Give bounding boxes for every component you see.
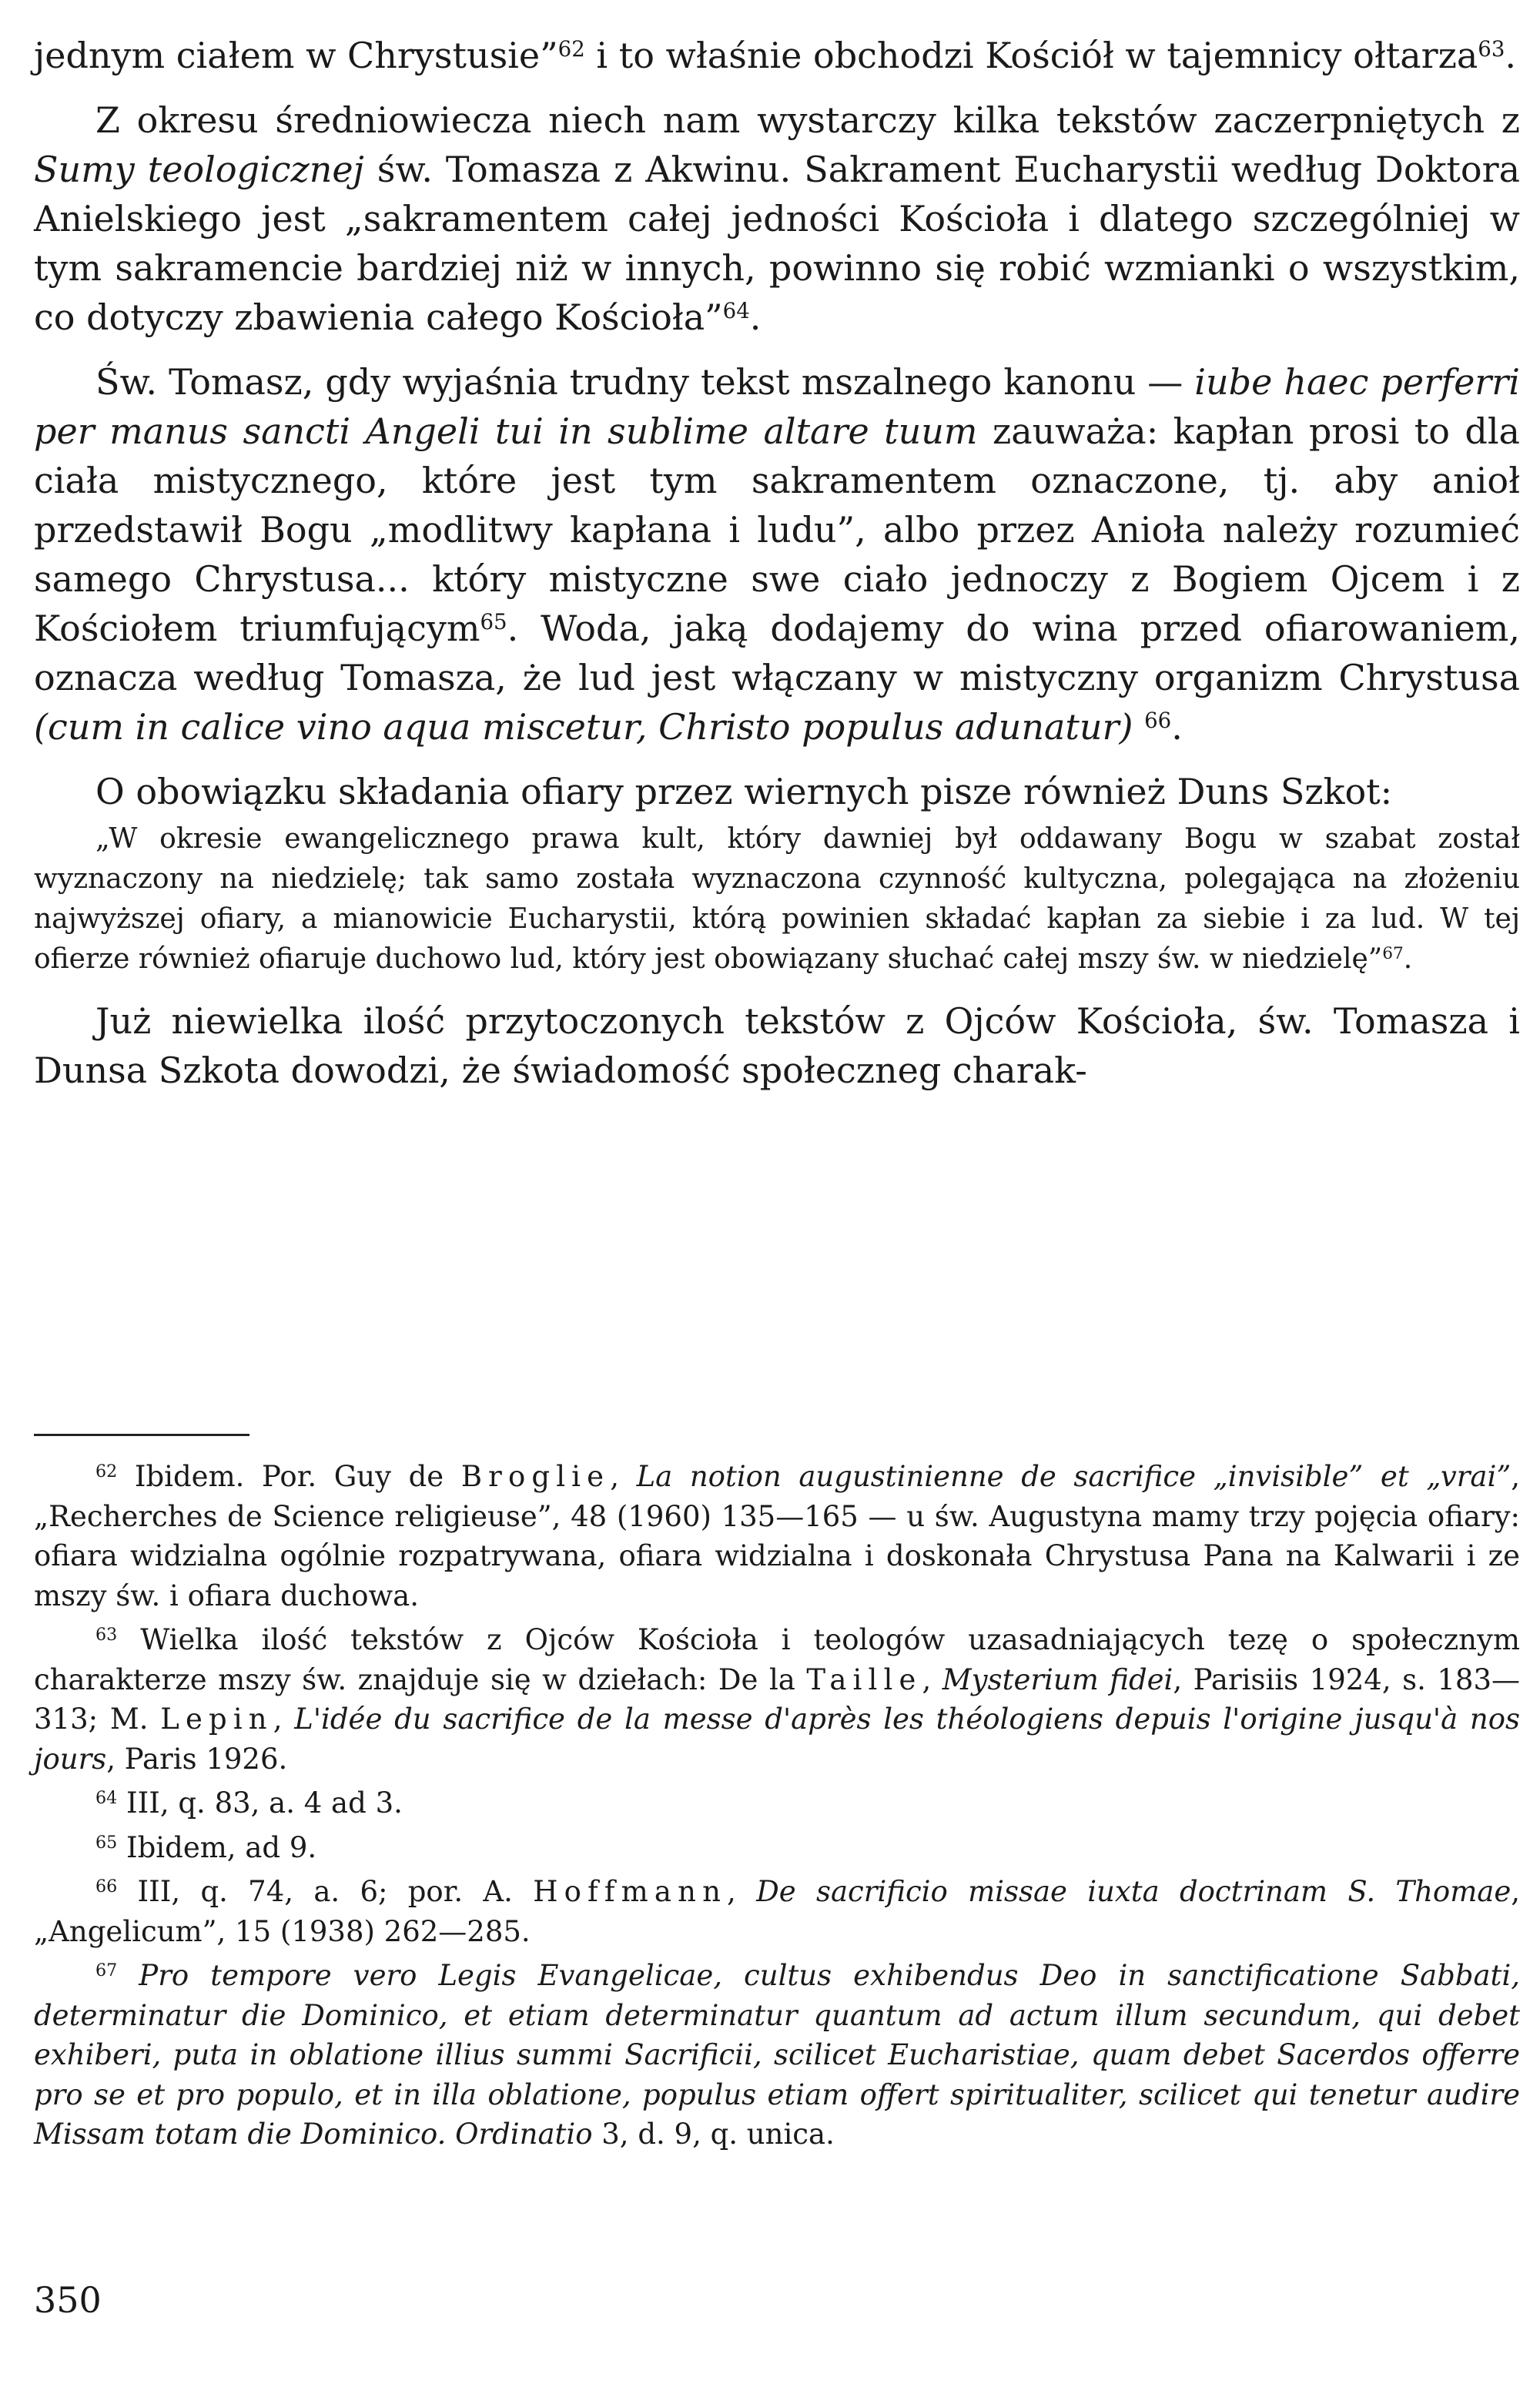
text-run: , [610,1460,637,1493]
footnote-separator [34,1434,249,1436]
author-name: Taille [806,1662,922,1696]
work-title: La notion augustinienne de sacrifice „invisible” et „vrai” [636,1460,1512,1493]
latin-quote: iube haec perferri per manus sancti Angeli tui in sublime altare tuum [34,361,1520,452]
text-run: Z okresu średniowiecza niech nam wystarczy kilka tekstów zaczerpniętych z [95,99,1520,141]
text-run: Św. Tomasz, gdy wyjaśnia trudny tekst mszalnego kanonu — [95,361,1195,403]
footnote-62 [34,1457,1520,1616]
text-run: , [273,1703,295,1736]
text-run: III, q. 83, a. 4 ad 3. [117,1786,403,1820]
italic-title: Sumy teologicznej [34,149,364,190]
text-run: . [1171,706,1183,748]
text-run: Ibidem, ad 9. [117,1830,317,1864]
text-run [1133,706,1144,748]
work-title: De sacrificio missae iuxta doctrinam S. Thomae [756,1875,1512,1908]
footnote-number: 64 [95,1787,118,1808]
text-run: Wielka ilość tekstów z Ojców Kościoła i teologów uzasadniających tezę o społecznym charakterze mszy św. znajduje się w dziełach: De la [34,1623,1520,1696]
footnote-ref: 66 [1144,707,1172,733]
text-run: zauważa: kapłan prosi to dla ciała mistycznego, które jest tym sakramentem oznaczone, tj. aby anioł przedstawił Bogu „modlitwy kapłana i ludu”, albo przez Anioła należy rozumieć samego Chrystusa... który mistyczne swe ciało jednoczy z Bogiem Ojcem i z Kościołem triumfującym [34,410,1520,649]
text-run: , [922,1662,942,1696]
text-run: , Paris 1926. [106,1742,288,1776]
paragraph-4: O obowiązku składania ofiary przez wiernych pisze również Duns Szkot: [95,771,1393,812]
block-quote [34,819,1520,979]
page-number: 350 [34,2279,102,2321]
footnote-number: 65 [95,1832,118,1853]
work-title: Mysterium fidei [942,1662,1173,1696]
footnote-number: 66 [95,1876,118,1897]
text-run: . [1505,35,1517,76]
text-run: i to właśnie obchodzi Kościół w tajemnicy ołtarza [584,35,1478,76]
author-name: Broglie [460,1460,611,1493]
text-run: „W okresie ewangelicznego prawa kult, który dawniej był oddawany Bogu w szabat został wyznaczony na niedzielę; tak samo została wyznaczona czynność kultyczna, polegająca na złożeniu najwyższej ofiary, a mianowicie Eucharystii, którą powinien składać kapłan za siebie i za lud. W tej ofierze również ofiaruje duchowo lud, który jest obowiązany słuchać całej mszy św. w niedzielę” [34,823,1520,975]
text-run: , „Angelicum”, 15 (1938) 262—285. [34,1875,1520,1948]
footnote-65 [34,1828,1520,1868]
text-run: Ibidem. Por. Guy de [117,1460,461,1493]
footnote-63 [34,1620,1520,1779]
work-title: L'idée du sacrifice de la messe d'après les théologiens depuis l'origine jusqu'à nos jours [34,1703,1520,1776]
author-name: Hoffmann [533,1875,728,1908]
footnote-ref: 65 [480,608,507,634]
footnote-ref: 63 [1478,35,1505,62]
footnote-ref: 64 [722,297,750,323]
text-run: jednym ciałem w Chrystusie” [34,35,558,76]
footnote-number: 62 [95,1461,118,1482]
footnote-number: 63 [95,1624,118,1645]
text-run: III, q. 74, a. 6; por. A. [117,1875,534,1908]
paragraph-1 [34,31,1520,80]
text-run: , Parisiis 1924, s. 183—313; M. [34,1662,1520,1736]
author-name: Lepin [160,1703,273,1736]
footnote-66 [34,1872,1520,1951]
text-run: . [1403,943,1413,975]
latin-quote: Pro tempore vero Legis Evangelicae, cultus exhibendus Deo in sanctificatione Sabbati, determinatur die Dominico, et etiam determinatur quantum ad actum illum secundum, qui debet exhiberi, puta in oblatione illius summi Sacrificii, scilicet Eucharistiae, quam debet Sacerdos offerre pro se et pro populo, et in illa oblatione, populus etiam offert spiritualiter, scilicet qui tenetur audire Missam totam die Dominico. Ordinatio [34,1959,1521,2151]
footnote-67 [34,1956,1520,2155]
footnote-number: 67 [95,1960,118,1980]
text-run: , [727,1875,757,1908]
text-run: 3, d. 9, q. unica. [592,2118,835,2151]
text-run: . Woda, jaką dodajemy do wina przed ofiarowaniem, oznacza według Tomasza, że lud jest włączany w mistyczny organizm Chrystusa [34,608,1520,698]
main-text [34,31,1520,1110]
paragraph-2 [34,95,1520,342]
footnote-64 [34,1783,1520,1823]
text-run: . [749,296,762,338]
footnote-ref: 67 [1382,944,1404,964]
footnotes [34,1457,1520,2159]
latin-quote: (cum in calice vino aqua miscetur, Christo populus adunatur) [34,706,1133,748]
text-run: , „Recherches de Science religieuse”, 48 (1960) 135—165 — u św. Augustyna mamy trzy pojęcia ofiary: ofiara widzialna ogólnie rozpatrywana, ofiara widzialna i doskonała Chrystusa Pana na Kalwarii i ze mszy św. i ofiara duchowa. [34,1460,1520,1612]
paragraph-3 [34,357,1520,752]
paragraph-5: Już niewielka ilość przytoczonych tekstów z Ojców Kościoła, św. Tomasza i Dunsa Szkota dowodzi, że świadomość społeczneg charak- [34,1000,1520,1091]
text-run: św. Tomasza z Akwinu. Sakrament Eucharystii według Doktora Anielskiego jest „sakramentem całej jedności Kościoła i dlatego szczególniej w tym sakramencie bardziej niż w innych, powinno się robić wzmianki o wszystkim, co dotyczy zbawienia całego Kościoła” [34,149,1520,338]
text-run [117,1959,139,1992]
footnote-ref: 62 [557,35,585,62]
